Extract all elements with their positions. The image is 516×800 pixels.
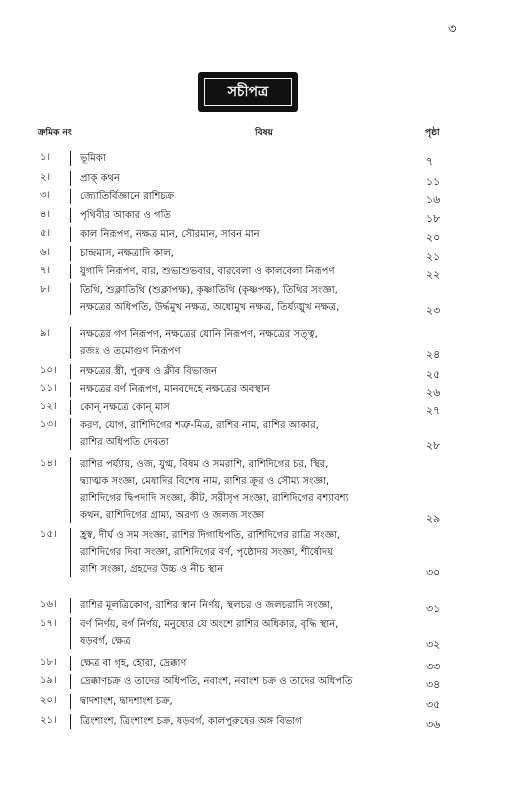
toc-entry-number: ২।: [40, 172, 51, 183]
toc-entry-line: তিথি, শুক্লাতিথি (শুক্লাপক্ষ), কৃষ্ণাতিথি (কৃষ্ণপক্ষ), তিথির সংজ্ঞা,: [80, 285, 338, 296]
toc-entry-page: ২১: [426, 250, 441, 263]
toc-entry-page: ২০: [426, 231, 441, 244]
toc-entry-line: ত্রিংশাংশ, ত্রিংশাংশ চক্র, ষড়বর্গ, কালপুরুষের অঙ্গ বিভাগ: [80, 716, 302, 727]
toc-entry-number: ১২।: [40, 401, 57, 412]
toc-entry-line: নক্ষত্রের বর্ণ নিরূপণ, মানবদেহে নক্ষত্রের অবস্থান: [80, 384, 270, 395]
toc-entry-line: দ্রেক্কাণচক্র ও তাদের অধিপতি, নবাংশ, নবাংশ চক্র ও তাদের অধিপতি: [80, 676, 353, 687]
toc-entry-line: রজঃ ও তমোগুণ নিরূপণ: [80, 346, 181, 357]
toc-entry-divider: [70, 364, 71, 379]
toc-entry-number: ৩।: [40, 190, 51, 201]
toc-entry-line: করণ, যোগ, রাশিদিগের শত্রু-মিত্র, রাশির নাম, রাশির আকার,: [80, 420, 319, 431]
toc-entry-divider: [70, 382, 71, 397]
toc-entry-line: কাল নিরূপণ, নক্ষত্র মান, সৌরমান, সাবন মান: [80, 229, 260, 240]
toc-entry-number: ২০।: [40, 695, 57, 706]
toc-entry-title: [80, 399, 425, 416]
toc-entry-page: ৩১: [426, 602, 441, 615]
toc-entry-divider: [70, 189, 71, 204]
toc-entry-line: হ্রস্ব, দীর্ঘ ও সম সংজ্ঞা, রাশির দিগাধিপতি, রাশিদিগের রাত্রি সংজ্ঞা,: [80, 530, 341, 541]
toc-entry-number: ১।: [40, 152, 51, 163]
toc-entry-page: ২৭: [426, 404, 441, 417]
toc-entry-title: [80, 282, 425, 316]
toc-entry-page: ৩৩: [426, 660, 441, 673]
toc-entry-divider: [70, 457, 71, 523]
toc-entry-page: ২৫: [426, 368, 441, 381]
toc-entry-number: ৬।: [40, 247, 51, 258]
toc-entry-number: ১৫।: [40, 529, 57, 540]
toc-entry-line: নক্ষত্রের স্ত্রী, পুরুষ ও ক্লীব বিভাজন: [80, 366, 218, 377]
toc-entry-line: যুগাদি নিরূপণ, বার, শুভাশুভবার, বারবেলা ও কালবেলা নিরূপণ: [80, 266, 335, 277]
toc-entry-number: ১৪।: [40, 458, 57, 469]
toc-entry-title: [80, 417, 425, 451]
toc-entry-line: রাশিদিগের দিবা সংজ্ঞা, রাশিদিগের বর্ণ, পৃষ্ঠোদয় সংজ্ঞা, শীর্ষোদয়: [80, 547, 334, 558]
page-title: সচীপত্র: [204, 78, 292, 106]
toc-entry-title: [80, 655, 425, 672]
toc-entry-page: ২৪: [426, 348, 441, 361]
header-page: পৃষ্ঠা: [425, 128, 440, 138]
toc-entry-line: ভূমিকা: [80, 153, 106, 164]
toc-entry-divider: [70, 171, 71, 186]
toc-entry-divider: [70, 327, 71, 359]
toc-entry-page: ২৩: [426, 304, 441, 317]
toc-entry-page: ১৮: [426, 212, 441, 225]
toc-entry-title: [80, 326, 425, 360]
toc-entry-divider: [70, 528, 71, 577]
toc-entry-title: [80, 226, 425, 243]
toc-entry-page: ৩২: [426, 638, 441, 651]
toc-entry-number: ১০।: [40, 365, 57, 376]
toc-entry-title: [80, 597, 425, 614]
toc-entry-divider: [70, 227, 71, 242]
toc-entry-number: ৫।: [40, 228, 51, 239]
toc-entry-line: রাশির অধিপতি দেবতা: [80, 437, 169, 448]
toc-entry-line: ক্ষেত্র বা গৃহ, হোরা, দ্রেক্কাণ: [80, 658, 187, 669]
toc-entry-title: [80, 673, 425, 690]
toc-entry-number: ৮।: [40, 284, 51, 295]
toc-entry-line: পৃথিবীর আকার ও গতি: [80, 210, 171, 221]
toc-entry-line: বর্ণ নির্ণয়, বর্গ নির্ণয়, মনুষ্যের যে অংশে রাশির অধিকার, বৃদ্ধি স্থান,: [80, 619, 339, 630]
toc-entry-divider: [70, 151, 71, 166]
toc-entry-divider: [70, 208, 71, 223]
toc-entry-divider: [70, 400, 71, 415]
title-box: [198, 72, 298, 112]
toc-entry-number: ১৬।: [40, 599, 57, 610]
toc-entry-divider: [70, 246, 71, 261]
toc-entry-divider: [70, 617, 71, 649]
toc-entry-number: ১৮।: [40, 657, 57, 668]
toc-entry-divider: [70, 656, 71, 671]
toc-entry-page: ১৬: [426, 193, 441, 206]
toc-entry-number: ৯।: [40, 328, 51, 339]
toc-entry-divider: [70, 714, 71, 729]
toc-entry-divider: [70, 674, 71, 689]
toc-entry-line: ষড়বর্গ, ক্ষেত্র: [80, 636, 131, 647]
toc-entry-divider: [70, 598, 71, 613]
toc-entry-number: ৪।: [40, 209, 51, 220]
toc-entry-line: রাশিদিগের দ্বিপদাদি সংজ্ঞা, কীট, সরীসৃপ সংজ্ঞা, রাশিদিগের বশ্যাবশ্য: [80, 493, 349, 504]
toc-entry-title: [80, 527, 425, 578]
header-serial: ক্রমিক নং: [38, 128, 72, 138]
toc-entry-page: ৩৫: [426, 698, 441, 711]
toc-entry-number: ১৯।: [40, 675, 57, 686]
toc-entry-title: [80, 207, 425, 224]
header-subject: বিষয়: [255, 128, 273, 138]
toc-entry-title: [80, 245, 425, 262]
toc-entry-line: দ্ব্যাত্মক সংজ্ঞা, মেষাদির বিশেষ নাম, রাশির ক্রূর ও সৌম্য সংজ্ঞা,: [80, 476, 330, 487]
toc-entry-divider: [70, 283, 71, 315]
toc-entry-page: ২৮: [426, 439, 441, 452]
toc-entry-number: ২১।: [40, 715, 57, 726]
toc-entry-line: প্রাক্ কথন: [80, 173, 120, 184]
toc-entry-title: [80, 381, 425, 398]
toc-entry-page: ৭: [426, 155, 434, 168]
toc-entry-line: কথন, রাশিদিগের গ্রাম্য, অরণ্য ও জলজ সংজ্ঞা: [80, 510, 265, 521]
page-number: ৩: [448, 22, 457, 37]
toc-entry-number: ১৩।: [40, 419, 57, 430]
toc-entry-title: [80, 693, 425, 710]
toc-entry-page: ৩০: [426, 566, 441, 579]
toc-entry-divider: [70, 694, 71, 709]
toc-entry-number: ৭।: [40, 265, 51, 276]
toc-entry-title: [80, 188, 425, 205]
toc-entry-line: দ্বাদশাংশ, দ্বাদশাংশ চক্র,: [80, 696, 173, 707]
toc-entry-title: [80, 170, 425, 187]
toc-entry-line: রাশির পর্য্যায়, ওজ, যুগ্ম, বিষম ও সমরাশি, রাশিদিগের চর, স্থির,: [80, 459, 329, 470]
toc-entry-line: কোন্ নক্ষত্রে কোন্ মাস: [80, 402, 170, 413]
toc-entry-title: [80, 616, 425, 650]
toc-entry-line: নক্ষত্রের অধিপতি, উর্দ্ধমুখ নক্ষত্র, অধোমুখ নক্ষত্র, তির্য্যঙ্মুখ নক্ষত্র,: [80, 302, 340, 313]
toc-entry-title: [80, 456, 425, 524]
toc-entry-page: ২৬: [426, 386, 441, 399]
toc-entry-line: রাশির মূলত্রিকোণ, রাশির স্বান নির্ণয়, স্থলচর ও জলচরাদি সংজ্ঞা,: [80, 600, 334, 611]
toc-entry-page: ৩৬: [426, 718, 441, 731]
toc-entry-line: নক্ষত্রের গণ নিরূপণ, নক্ষত্রের যোনি নিরূপণ, নক্ষত্রের সত্ত্ব,: [80, 329, 318, 340]
toc-entry-page: ৩৪: [426, 678, 441, 691]
toc-entry-number: ১৭।: [40, 618, 57, 629]
toc-entry-line: জ্যোতির্বিজ্ঞানে রাশিচক্র: [80, 191, 175, 202]
toc-entry-page: ২২: [426, 268, 441, 281]
toc-entry-divider: [70, 264, 71, 279]
toc-entry-number: ১১।: [40, 383, 57, 394]
toc-entry-title: [80, 150, 425, 167]
toc-entry-line: চান্দ্রমাস, নক্ষত্রাদি কাল,: [80, 248, 174, 259]
toc-entry-page: ২৯: [426, 512, 441, 525]
toc-entry-line: রাশি সংজ্ঞা, গ্রহদের উচ্চ ও নীচ স্থান: [80, 564, 224, 575]
toc-entry-divider: [70, 418, 71, 450]
toc-entry-title: [80, 263, 425, 280]
toc-entry-page: ১১: [426, 175, 441, 188]
toc-entry-title: [80, 363, 425, 380]
toc-entry-title: [80, 713, 425, 730]
